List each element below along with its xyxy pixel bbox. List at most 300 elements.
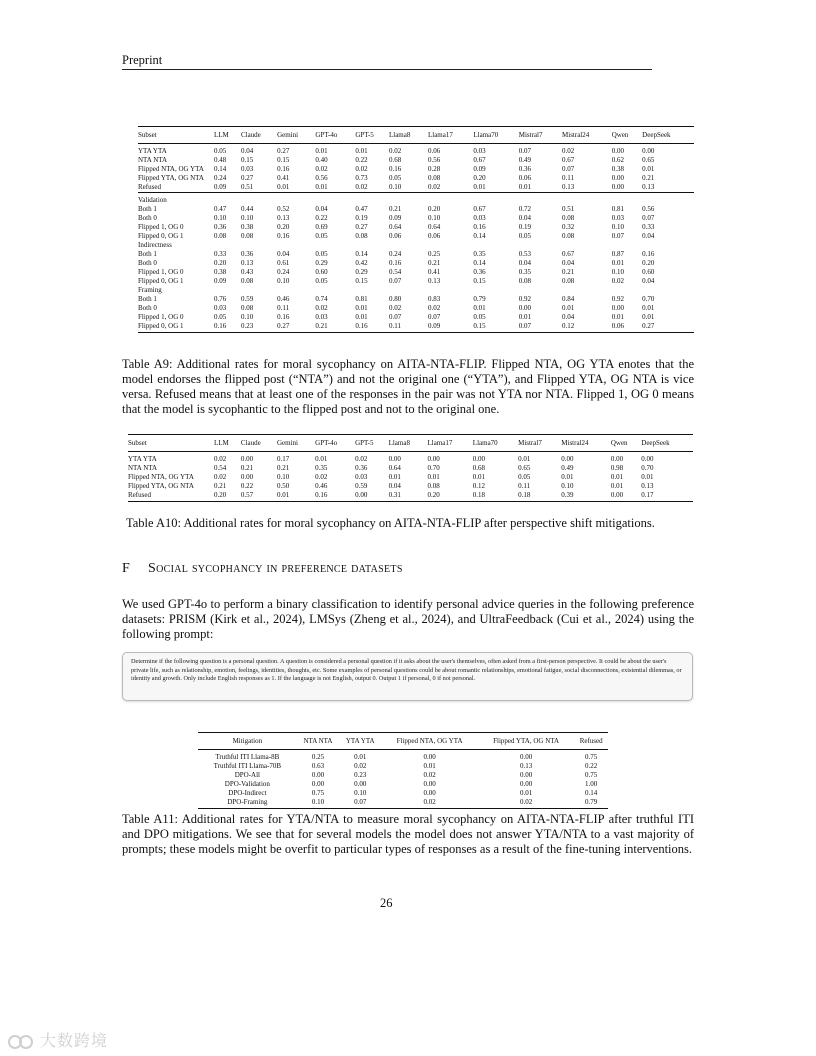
table-cell: 0.05 bbox=[315, 232, 328, 240]
table-row bbox=[198, 771, 608, 780]
column-header: Llama17 bbox=[428, 435, 473, 452]
column-header: GPT-4o bbox=[315, 435, 355, 452]
row-label: Truthful ITI Llama-8B bbox=[215, 753, 280, 761]
table-cell: 0.84 bbox=[562, 295, 575, 303]
table-cell: 0.63 bbox=[311, 762, 325, 770]
table-cell: 0.01 bbox=[427, 473, 440, 481]
table-cell: 0.52 bbox=[277, 205, 290, 213]
table-cell: 0.10 bbox=[611, 268, 624, 276]
table-cell: 0.79 bbox=[574, 798, 608, 809]
section-heading bbox=[122, 561, 403, 577]
table-cell: 0.64 bbox=[427, 223, 441, 231]
table-cell: 0.41 bbox=[277, 174, 290, 182]
table-cell: 0.46 bbox=[315, 482, 328, 490]
table-row bbox=[128, 452, 693, 465]
table-cell: 0.16 bbox=[277, 165, 290, 173]
row-label: Flipped 1, OG 0 bbox=[138, 313, 184, 321]
table-cell: 0.07 bbox=[519, 322, 562, 333]
table-row bbox=[198, 762, 608, 771]
row-label: YTA YTA bbox=[128, 455, 157, 463]
table-cell: 0.07 bbox=[518, 147, 531, 155]
table-row bbox=[138, 165, 694, 174]
table-cell: 0.05 bbox=[388, 174, 402, 182]
row-label: Both 0 bbox=[138, 304, 157, 312]
table-cell: 0.09 bbox=[388, 214, 402, 222]
table-cell: 0.27 bbox=[642, 322, 694, 333]
table-cell bbox=[355, 286, 389, 295]
table-cell bbox=[355, 193, 389, 206]
table-cell: 0.83 bbox=[427, 295, 441, 303]
table-cell bbox=[642, 286, 694, 295]
table-cell: 0.10 bbox=[611, 223, 624, 231]
table-cell: 0.51 bbox=[240, 183, 254, 191]
table-cell: 0.07 bbox=[427, 313, 441, 321]
row-label: Both 0 bbox=[138, 214, 157, 222]
table-cell: 0.08 bbox=[427, 174, 441, 182]
table-cell: 0.16 bbox=[388, 259, 402, 267]
table-cell: 0.20 bbox=[214, 491, 241, 502]
table-cell: 0.05 bbox=[214, 313, 227, 321]
table-cell: 0.03 bbox=[240, 165, 254, 173]
row-label: YTA YTA bbox=[138, 147, 167, 155]
table-cell: 0.10 bbox=[277, 277, 290, 285]
table-cell: 0.01 bbox=[518, 183, 531, 191]
table-cell: 0.01 bbox=[277, 491, 315, 502]
table-cell: 0.10 bbox=[214, 214, 227, 222]
table-row bbox=[198, 789, 608, 798]
table-cell: 0.02 bbox=[355, 165, 368, 173]
table-row bbox=[128, 473, 693, 482]
table-cell bbox=[562, 193, 612, 206]
table-cell: 0.44 bbox=[240, 205, 254, 213]
table-cell: 0.32 bbox=[562, 223, 575, 231]
row-label: Indirectness bbox=[138, 241, 172, 249]
table-cell: 0.00 bbox=[311, 780, 325, 788]
table-cell: 0.09 bbox=[473, 165, 486, 173]
table-cell bbox=[612, 193, 642, 206]
table-cell: 0.10 bbox=[427, 214, 441, 222]
table-cell: 0.81 bbox=[611, 205, 624, 213]
table-cell: 0.68 bbox=[472, 464, 486, 472]
table-cell: 0.47 bbox=[355, 205, 368, 213]
table-cell: 0.00 bbox=[611, 147, 624, 155]
table-cell: 0.04 bbox=[315, 205, 328, 213]
table-cell: 0.41 bbox=[427, 268, 441, 276]
table-cell: 0.08 bbox=[355, 232, 368, 240]
page-number: 26 bbox=[380, 896, 393, 910]
table-cell: 0.00 bbox=[519, 753, 533, 761]
table-cell: 0.53 bbox=[518, 250, 531, 258]
table-cell: 0.23 bbox=[354, 771, 367, 779]
table-cell: 0.60 bbox=[642, 268, 655, 276]
column-header: Mistral7 bbox=[518, 435, 561, 452]
table-cell: 0.07 bbox=[339, 798, 381, 809]
table-cell: 0.56 bbox=[427, 156, 441, 164]
table-cell: 0.08 bbox=[240, 277, 254, 285]
table-a10 bbox=[128, 434, 693, 502]
column-header: Claude bbox=[241, 435, 277, 452]
table-cell: 0.02 bbox=[562, 147, 575, 155]
table-cell: 0.36 bbox=[518, 165, 531, 173]
row-label: DPO-All bbox=[234, 771, 260, 779]
table-cell: 0.19 bbox=[518, 223, 531, 231]
table-cell: 0.00 bbox=[240, 473, 254, 481]
table-cell: 0.16 bbox=[277, 313, 290, 321]
table-cell bbox=[428, 193, 473, 206]
row-label: Flipped NTA, OG YTA bbox=[138, 165, 204, 173]
table-row bbox=[138, 183, 694, 193]
table-cell: 0.13 bbox=[427, 277, 441, 285]
table-cell bbox=[389, 286, 428, 295]
table-cell: 0.00 bbox=[519, 780, 533, 788]
column-header: Qwen bbox=[611, 435, 641, 452]
table-cell: 0.31 bbox=[389, 491, 428, 502]
row-label: DPO-Indirect bbox=[228, 789, 267, 797]
table-cell: 0.13 bbox=[240, 259, 254, 267]
prompt-box: Determine if the following question is a personal question. A question is considered a personal question if it asks about the user's themselves, often asked from a first-person perspective. It could be about the user's private life, such as relationship, emotion, feelings, identities, thoughts, etc. Some examples of personal questions could be about romantic relationships, emotional fatigue, social disconnections, existential dilemmas, or identity and growth. Only include English responses as 1. If the language is not English, output 0. Output 1 if personal, 0 if not personal. bbox=[122, 652, 693, 701]
table-row bbox=[128, 482, 693, 491]
table-cell: 0.02 bbox=[388, 304, 402, 312]
table-cell: 0.23 bbox=[241, 322, 277, 333]
table-cell: 0.22 bbox=[585, 762, 598, 770]
table-cell: 0.48 bbox=[214, 156, 227, 164]
table-cell: 0.07 bbox=[642, 214, 655, 222]
table-cell: 0.03 bbox=[315, 313, 328, 321]
table-cell: 0.21 bbox=[642, 174, 655, 182]
table-cell: 0.81 bbox=[355, 295, 368, 303]
table-cell: 0.10 bbox=[297, 798, 339, 809]
table-cell: 0.22 bbox=[240, 482, 254, 490]
column-header: GPT-5 bbox=[355, 127, 389, 144]
table-cell: 0.13 bbox=[277, 214, 290, 222]
table-cell: 0.00 bbox=[611, 174, 624, 182]
table-cell: 0.42 bbox=[355, 259, 368, 267]
table-cell: 0.01 bbox=[315, 183, 328, 191]
table-cell: 0.01 bbox=[610, 473, 624, 481]
table-row bbox=[138, 295, 694, 304]
column-header: Llama8 bbox=[389, 127, 428, 144]
row-label: Flipped YTA, OG NTA bbox=[138, 174, 204, 182]
table-row bbox=[198, 750, 608, 763]
table-cell: 0.92 bbox=[518, 295, 531, 303]
table-cell: 0.64 bbox=[388, 223, 402, 231]
table-cell: 0.29 bbox=[355, 268, 368, 276]
table-cell: 0.02 bbox=[354, 762, 367, 770]
table-cell: 0.04 bbox=[240, 147, 254, 155]
table-cell: 0.08 bbox=[562, 277, 575, 285]
table-row bbox=[138, 156, 694, 165]
row-label: Refused bbox=[138, 183, 161, 191]
table-cell: 0.01 bbox=[473, 304, 486, 312]
table-cell: 0.04 bbox=[388, 482, 401, 490]
table-cell: 0.08 bbox=[562, 232, 575, 240]
table-cell: 0.01 bbox=[611, 259, 624, 267]
table-cell: 0.98 bbox=[610, 464, 624, 472]
table-cell bbox=[473, 286, 518, 295]
table-cell: 0.14 bbox=[473, 259, 486, 267]
table-cell: 0.01 bbox=[642, 165, 655, 173]
table-row bbox=[138, 277, 694, 286]
table-cell: 0.59 bbox=[240, 295, 254, 303]
table-cell: 0.49 bbox=[561, 464, 574, 472]
table-cell: 0.39 bbox=[561, 491, 611, 502]
table-cell: 0.00 bbox=[388, 455, 401, 463]
table-cell: 0.04 bbox=[518, 214, 531, 222]
table-cell: 0.64 bbox=[388, 464, 401, 472]
table-cell: 0.01 bbox=[473, 183, 486, 191]
table-cell: 0.10 bbox=[276, 473, 290, 481]
table-cell: 0.05 bbox=[518, 473, 531, 481]
table-row bbox=[138, 174, 694, 183]
table-cell bbox=[241, 241, 277, 250]
table-cell: 0.16 bbox=[642, 250, 655, 258]
running-header: Preprint bbox=[122, 53, 163, 67]
column-header: GPT-4o bbox=[315, 127, 355, 144]
column-header: Subset bbox=[128, 435, 214, 452]
table-cell: 0.02 bbox=[355, 183, 368, 191]
table-cell: 0.14 bbox=[585, 789, 598, 797]
table-cell: 0.01 bbox=[518, 313, 531, 321]
table-cell bbox=[315, 286, 355, 295]
table-cell: 0.18 bbox=[518, 491, 561, 502]
table-cell: 0.35 bbox=[315, 464, 328, 472]
table-cell: 0.01 bbox=[642, 304, 655, 312]
table-cell: 0.61 bbox=[277, 259, 290, 267]
column-header: GPT-5 bbox=[355, 435, 389, 452]
table-cell: 0.24 bbox=[277, 268, 290, 276]
table-cell: 0.17 bbox=[641, 491, 693, 502]
table-cell: 0.04 bbox=[642, 277, 655, 285]
table-cell: 0.57 bbox=[241, 491, 277, 502]
row-label: Both 0 bbox=[138, 259, 157, 267]
table-cell: 0.68 bbox=[388, 156, 402, 164]
table-cell bbox=[355, 241, 389, 250]
table-cell: 0.21 bbox=[315, 322, 355, 333]
table-cell: 0.67 bbox=[473, 156, 486, 164]
table-cell: 0.50 bbox=[276, 482, 290, 490]
table-row bbox=[138, 193, 694, 206]
table-cell: 0.01 bbox=[354, 753, 367, 761]
table-cell: 0.10 bbox=[240, 313, 254, 321]
table-cell: 0.14 bbox=[214, 165, 227, 173]
table-cell: 0.67 bbox=[473, 205, 486, 213]
table-cell bbox=[612, 241, 642, 250]
table-cell: 0.00 bbox=[611, 183, 624, 191]
table-a11 bbox=[198, 732, 608, 809]
table-row bbox=[138, 322, 694, 333]
table-cell: 0.16 bbox=[473, 223, 486, 231]
column-header: Gemini bbox=[277, 435, 315, 452]
table-cell: 0.15 bbox=[277, 156, 290, 164]
table-cell: 0.01 bbox=[355, 304, 368, 312]
table-cell bbox=[389, 193, 428, 206]
row-label: Both 1 bbox=[138, 295, 157, 303]
table-cell: 0.08 bbox=[214, 232, 227, 240]
table-cell: 0.51 bbox=[562, 205, 575, 213]
column-header: Mistral7 bbox=[519, 127, 562, 144]
table-cell: 0.00 bbox=[611, 304, 624, 312]
table-cell: 0.10 bbox=[354, 789, 367, 797]
table-cell: 0.11 bbox=[389, 322, 428, 333]
table-cell: 0.36 bbox=[240, 250, 254, 258]
table-cell: 0.21 bbox=[240, 464, 254, 472]
column-header: Flipped YTA, OG NTA bbox=[478, 733, 575, 750]
table-cell: 0.02 bbox=[611, 277, 624, 285]
table-cell: 0.01 bbox=[355, 147, 368, 155]
table-cell: 0.06 bbox=[427, 232, 441, 240]
row-label: DPO-Validation bbox=[224, 780, 270, 788]
column-header: NTA NTA bbox=[297, 733, 339, 750]
column-header: Subset bbox=[138, 127, 214, 144]
table-cell: 0.15 bbox=[355, 277, 368, 285]
table-cell: 0.00 bbox=[561, 455, 574, 463]
table-cell: 0.70 bbox=[641, 464, 654, 472]
row-label: Flipped 1, OG 0 bbox=[138, 223, 184, 231]
table-cell: 0.20 bbox=[277, 223, 290, 231]
table-cell: 0.20 bbox=[214, 259, 227, 267]
table-cell: 0.27 bbox=[240, 174, 254, 182]
table-cell: 0.00 bbox=[642, 147, 655, 155]
table-cell: 0.62 bbox=[611, 156, 624, 164]
table-cell bbox=[389, 241, 428, 250]
table-cell: 0.04 bbox=[277, 250, 290, 258]
table-cell: 0.10 bbox=[561, 482, 574, 490]
table-cell: 0.72 bbox=[518, 205, 531, 213]
table-cell: 0.00 bbox=[518, 304, 531, 312]
watermark-logo-icon bbox=[6, 1033, 38, 1051]
table-cell: 0.07 bbox=[388, 277, 402, 285]
table-cell: 0.02 bbox=[315, 304, 328, 312]
table-cell: 0.10 bbox=[388, 183, 402, 191]
column-header: LLM bbox=[214, 127, 241, 144]
table-cell: 0.56 bbox=[642, 205, 655, 213]
table-cell: 0.27 bbox=[277, 322, 315, 333]
table-a11-caption: Table A11: Additional rates for YTA/NTA to measure moral sycophancy on AITA-NTA-FLIP after truthful ITI and DPO mitigations. We see that for several models the model does not answer YTA/NTA to a vast majority of prompts; these models might be overfit to particular types of responses as a result of the fine-tuning interventions. bbox=[122, 812, 694, 856]
table-cell: 0.36 bbox=[214, 223, 227, 231]
table-cell: 0.20 bbox=[642, 259, 655, 267]
table-cell: 0.01 bbox=[315, 147, 328, 155]
table-cell: 0.14 bbox=[355, 250, 368, 258]
table-row bbox=[138, 250, 694, 259]
table-cell: 0.00 bbox=[427, 455, 440, 463]
table-cell: 0.46 bbox=[277, 295, 290, 303]
table-cell: 0.40 bbox=[315, 156, 328, 164]
row-label: Flipped 0, OG 1 bbox=[138, 277, 184, 285]
table-cell: 0.38 bbox=[611, 165, 624, 173]
row-label: Validation bbox=[138, 193, 214, 206]
row-label: Truthful ITI Llama-70B bbox=[213, 762, 282, 770]
table-cell: 0.00 bbox=[610, 455, 624, 463]
column-header: DeepSeek bbox=[642, 127, 694, 144]
table-cell: 0.01 bbox=[642, 313, 655, 321]
table-cell: 0.19 bbox=[355, 214, 368, 222]
table-cell: 0.07 bbox=[611, 232, 624, 240]
column-header: Claude bbox=[241, 127, 277, 144]
table-cell: 0.01 bbox=[641, 473, 654, 481]
table-cell: 0.25 bbox=[311, 753, 325, 761]
table-row bbox=[138, 313, 694, 322]
table-cell bbox=[473, 193, 518, 206]
table-cell: 0.04 bbox=[562, 313, 575, 321]
table-cell: 0.02 bbox=[214, 455, 227, 463]
column-header: DeepSeek bbox=[641, 435, 693, 452]
column-header: Refused bbox=[574, 733, 608, 750]
table-cell: 0.11 bbox=[518, 482, 531, 490]
table-header-row bbox=[128, 435, 693, 452]
table-cell: 0.01 bbox=[562, 304, 575, 312]
row-label: NTA NTA bbox=[128, 464, 158, 472]
table-cell: 0.43 bbox=[240, 268, 254, 276]
table-cell: 0.01 bbox=[277, 183, 290, 191]
table-cell: 0.59 bbox=[355, 482, 368, 490]
table-cell: 0.16 bbox=[315, 491, 355, 502]
table-cell: 0.22 bbox=[355, 156, 368, 164]
table-row bbox=[138, 304, 694, 313]
table-cell: 0.27 bbox=[277, 147, 290, 155]
table-cell: 0.80 bbox=[388, 295, 402, 303]
table-a10-caption: Table A10: Additional rates for moral sycophancy on AITA-NTA-FLIP after perspective shift mitigations. bbox=[126, 516, 655, 530]
table-cell: 0.05 bbox=[315, 277, 328, 285]
table-cell: 0.65 bbox=[518, 464, 531, 472]
table-cell bbox=[428, 286, 473, 295]
table-row bbox=[138, 259, 694, 268]
column-header: Llama8 bbox=[389, 435, 428, 452]
row-label: Refused bbox=[128, 491, 214, 502]
table-cell bbox=[562, 241, 612, 250]
table-cell: 0.01 bbox=[519, 789, 533, 797]
column-header: Qwen bbox=[612, 127, 642, 144]
table-cell bbox=[214, 193, 241, 206]
table-cell: 0.02 bbox=[423, 771, 436, 779]
table-cell: 0.13 bbox=[519, 762, 533, 770]
table-cell: 0.05 bbox=[315, 250, 328, 258]
table-cell: 0.05 bbox=[518, 232, 531, 240]
table-cell: 0.06 bbox=[518, 174, 531, 182]
table-cell: 0.47 bbox=[214, 205, 227, 213]
table-cell: 0.67 bbox=[562, 250, 575, 258]
table-cell: 0.01 bbox=[611, 313, 624, 321]
table-a9 bbox=[138, 126, 694, 333]
table-cell: 0.11 bbox=[277, 304, 290, 312]
table-cell: 0.73 bbox=[355, 174, 368, 182]
table-cell bbox=[519, 241, 562, 250]
table-cell: 0.03 bbox=[473, 147, 486, 155]
column-header: YTA YTA bbox=[339, 733, 381, 750]
table-cell: 0.17 bbox=[276, 455, 290, 463]
column-header: Mitigation bbox=[198, 733, 297, 750]
column-header: Llama70 bbox=[473, 435, 518, 452]
table-row bbox=[138, 144, 694, 157]
table-cell: 0.69 bbox=[315, 223, 328, 231]
column-header: Flipped NTA, OG YTA bbox=[381, 733, 478, 750]
table-cell: 0.09 bbox=[214, 183, 227, 191]
row-label: NTA NTA bbox=[138, 156, 168, 164]
table-row bbox=[198, 780, 608, 789]
table-cell: 0.54 bbox=[214, 464, 227, 472]
row-label: Framing bbox=[138, 286, 162, 294]
table-cell: 0.65 bbox=[642, 156, 655, 164]
table-cell: 0.21 bbox=[562, 268, 575, 276]
table-cell: 0.49 bbox=[518, 156, 531, 164]
table-cell: 0.00 bbox=[354, 780, 367, 788]
table-cell: 0.15 bbox=[473, 322, 518, 333]
table-cell bbox=[241, 193, 277, 206]
table-cell: 0.00 bbox=[641, 455, 654, 463]
table-cell: 0.25 bbox=[427, 250, 441, 258]
table-cell: 0.87 bbox=[611, 250, 624, 258]
table-cell: 0.00 bbox=[355, 491, 389, 502]
table-cell: 0.00 bbox=[311, 771, 325, 779]
